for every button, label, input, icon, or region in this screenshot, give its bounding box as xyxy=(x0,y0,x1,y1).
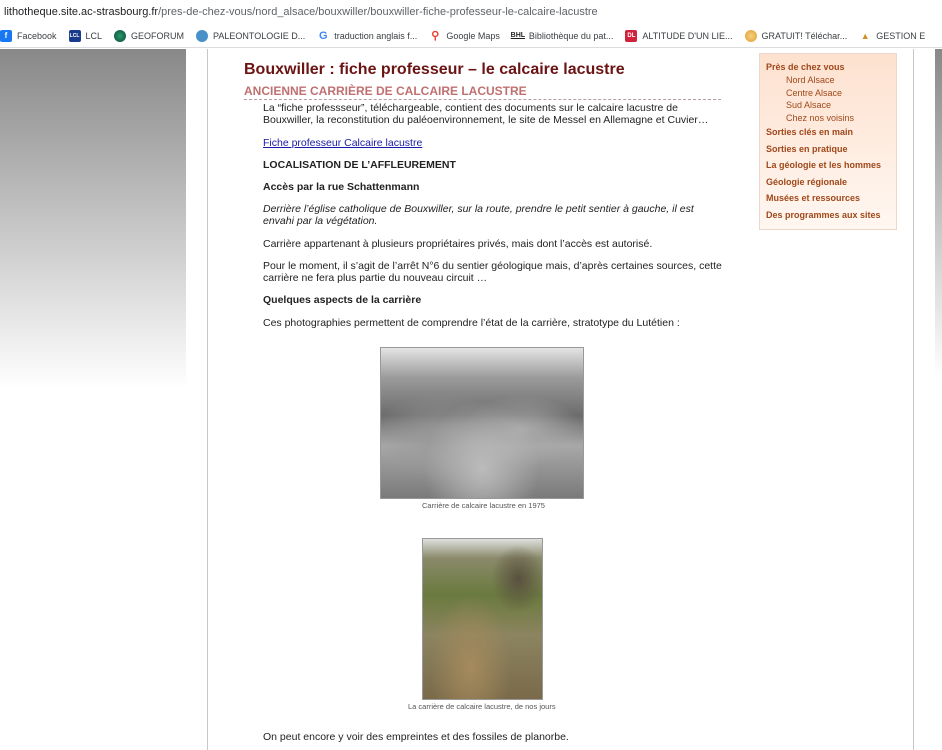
access-heading: Accès par la rue Schattenmann xyxy=(263,181,420,193)
bookmark-lcl[interactable] xyxy=(69,30,103,42)
localisation-heading: LOCALISATION DE L’AFFLEUREMENT xyxy=(263,159,456,171)
sidebar-item-sorties-en-pratique[interactable]: Sorties en pratique xyxy=(766,143,848,154)
sidebar-subitem-sud-alsace[interactable]: Sud Alsace xyxy=(786,100,832,110)
intro-paragraph: La “fiche professseur”, téléchargeable, contient des documents sur le calcaire lacustre de Bouxwiller, la reconstitution du paléoenvironnement, le site de Messel en Allemagne et Cuvier… xyxy=(263,102,709,126)
dl-icon: DL xyxy=(625,30,637,42)
ownership-paragraph: Carrière appartenant à plusieurs propriétaires privés, mais dont l’accès est autorisé. xyxy=(263,238,653,250)
download-fiche-link[interactable]: Fiche professeur Calcaire lacustre xyxy=(263,137,423,149)
bookmark-label: Bibliothèque du pat... xyxy=(528,30,614,41)
page-viewport xyxy=(0,49,942,750)
bookmark-label: ALTITUDE D'UN LIE... xyxy=(642,30,733,41)
bookmark-facebook[interactable] xyxy=(0,30,57,42)
bookmark-gestion[interactable] xyxy=(859,30,925,42)
background-gradient-left xyxy=(0,49,186,389)
access-paragraph: Derrière l’église catholique de Bouxwiller, sur la route, prendre le petit sentier à gauche, il est envahi par la végétation. xyxy=(263,203,694,227)
geoforum-icon xyxy=(114,30,126,42)
bookmark-geoforum[interactable] xyxy=(114,30,184,42)
quarry-photo-today xyxy=(422,538,543,700)
bookmark-label: LCL xyxy=(85,30,103,41)
sidebar-item-sorties-cles-en-main[interactable]: Sorties clés en main xyxy=(766,127,854,137)
disc-icon xyxy=(745,30,757,42)
sidebar-item-geologie-regionale[interactable]: Géologie régionale xyxy=(766,176,848,187)
bookmark-google-maps[interactable] xyxy=(429,30,500,42)
content-border-right xyxy=(913,49,914,750)
bookmark-label: GRATUIT! Téléchar... xyxy=(761,30,848,41)
closing-paragraph: On peut encore y voir des empreintes et des fossiles de planorbe. xyxy=(263,731,569,743)
page-title: Bouxwiller : fiche professeur – le calcaire lacustre xyxy=(244,61,625,78)
sidebar-subitem-chez-nos-voisins[interactable]: Chez nos voisins xyxy=(786,112,855,123)
address-bar[interactable] xyxy=(0,0,942,24)
bookmark-gratuit[interactable] xyxy=(745,30,848,42)
status-paragraph: Pour le moment, il s’agit de l’arrêt N°6 du sentier géologique mais, d’après certaines sources, cette carrière ne fera plus partie du nouveau circuit … xyxy=(263,260,722,284)
bhl-icon: BHL xyxy=(510,32,526,39)
sidebar-subitem-centre-alsace[interactable]: Centre Alsace xyxy=(786,87,843,98)
bookmark-paleontologie[interactable] xyxy=(196,30,305,42)
bookmark-label: GESTION E xyxy=(876,30,926,41)
lcl-icon: LCL xyxy=(69,30,81,42)
url-path: /pres-de-chez-vous/nord_alsace/bouxwiller/bouxwiller-fiche-professeur-le-calcaire-lacustre xyxy=(158,6,598,18)
sidebar-item-pres-de-chez-vous[interactable]: Près de chez vous xyxy=(766,62,845,72)
aspects-paragraph: Ces photographies permettent de comprendre l’état de la carrière, stratotype du Lutétien : xyxy=(263,317,680,329)
background-gradient-right xyxy=(935,49,942,379)
bookmarks-bar xyxy=(0,24,942,48)
bookmark-traduction[interactable] xyxy=(317,30,417,42)
quarry-photo-1975 xyxy=(380,347,584,499)
bookmark-label: traduction anglais f... xyxy=(334,30,418,41)
bookmark-bhl[interactable] xyxy=(512,30,614,42)
url-host: lithotheque.site.ac-strasbourg.fr xyxy=(4,6,159,18)
bookmark-label: GEOFORUM xyxy=(131,30,185,41)
content-border-left xyxy=(207,49,208,750)
sidebar-item-geologie-et-hommes[interactable]: La géologie et les hommes xyxy=(766,160,882,170)
sidebar-item-musees-ressources[interactable]: Musées et ressources xyxy=(766,193,861,203)
photo-today-caption: La carrière de calcaire lacustre, de nos jours xyxy=(408,702,556,711)
chat-bubble-icon xyxy=(196,30,208,42)
sidebar-nav xyxy=(759,53,897,230)
aspects-heading: Quelques aspects de la carrière xyxy=(263,294,422,306)
sidebar-item-programmes-aux-sites[interactable]: Des programmes aux sites xyxy=(766,209,881,220)
sidebar-subitem-nord-alsace[interactable]: Nord Alsace xyxy=(786,75,835,85)
photo-1975-caption: Carrière de calcaire lacustre en 1975 xyxy=(422,501,545,510)
facebook-icon: f xyxy=(0,30,12,42)
section-subtitle: ANCIENNE CARRIÈRE DE CALCAIRE LACUSTRE xyxy=(244,84,721,100)
bookmark-label: Facebook xyxy=(17,30,57,41)
map-pin-icon: ⚲ xyxy=(431,30,440,42)
bookmark-altitude[interactable] xyxy=(625,30,732,42)
google-icon: G xyxy=(318,29,328,42)
pma-icon: ▲ xyxy=(860,30,870,41)
bookmark-label: Google Maps xyxy=(446,30,500,41)
bookmark-label: PALEONTOLOGIE D... xyxy=(213,30,306,41)
